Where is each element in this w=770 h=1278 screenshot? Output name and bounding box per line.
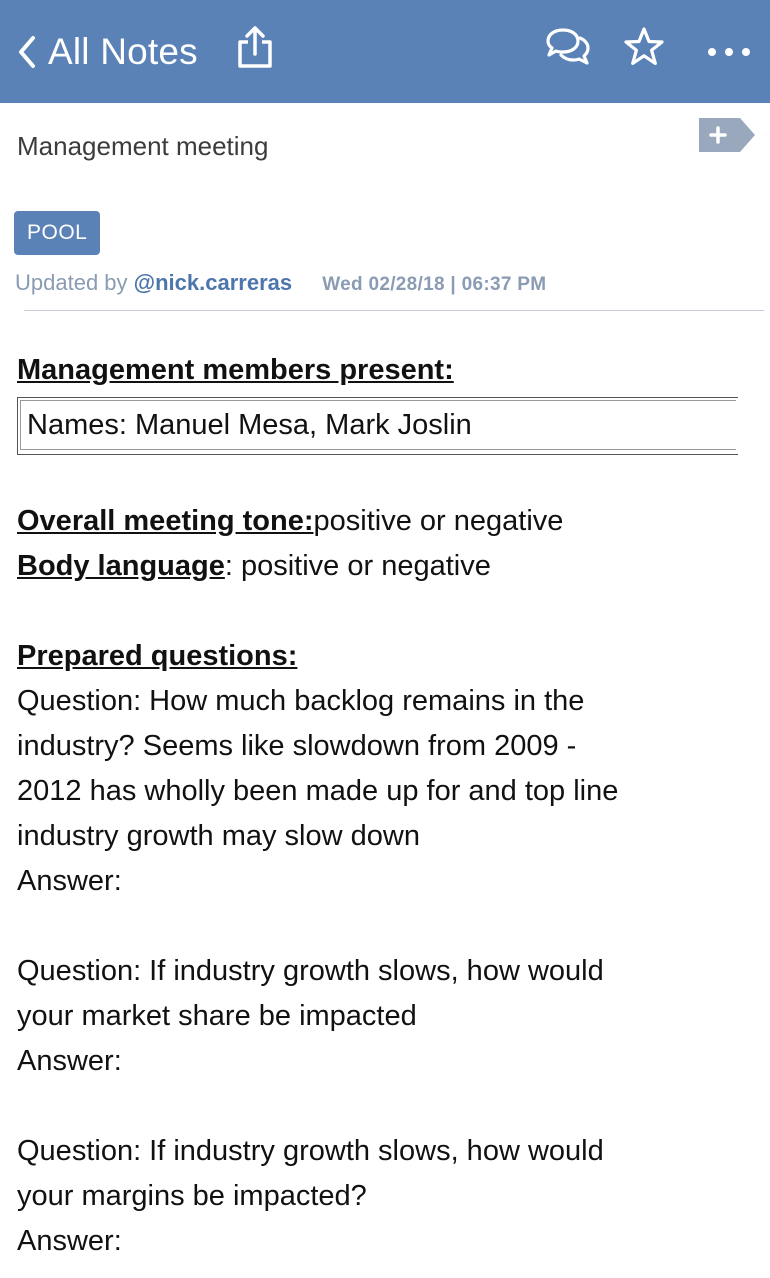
spacer (17, 904, 757, 949)
share-button[interactable] (234, 24, 276, 75)
more-options-button[interactable] (706, 34, 752, 68)
tone-value: positive or negative (313, 505, 564, 537)
back-to-all-notes-button[interactable] (16, 28, 198, 76)
question-line: Question: If industry growth slows, how would (17, 1135, 604, 1167)
question-line: industry growth may slow down (17, 820, 420, 852)
answer-label: Answer: (17, 1225, 122, 1257)
note-body[interactable] (17, 348, 757, 1264)
favorite-button[interactable] (623, 26, 665, 68)
question-line: your margins be impacted? (17, 1180, 367, 1212)
tone-heading: Overall meeting tone: (17, 505, 314, 537)
questions-heading: Prepared questions: (17, 640, 298, 672)
spacer (17, 1084, 757, 1129)
back-label: All Notes (48, 31, 198, 72)
tone-line (17, 499, 757, 544)
tag-badge[interactable]: POOL (14, 211, 100, 255)
question-line: your market share be impacted (17, 1000, 417, 1032)
body-language-value: : positive or negative (224, 550, 491, 582)
answer-label: Answer: (17, 865, 122, 897)
spacer (17, 589, 757, 634)
members-heading: Management members present: (17, 354, 454, 386)
spacer (17, 459, 757, 499)
header-divider (24, 310, 764, 311)
ellipsis-icon (706, 34, 752, 68)
update-info (15, 270, 546, 296)
question-line: 2012 has wholly been made up for and top line (17, 775, 619, 807)
add-tag-icon (696, 141, 758, 158)
answer-label: Answer: (17, 1045, 122, 1077)
names-cell[interactable]: Names: Manuel Mesa, Mark Joslin (20, 400, 736, 450)
names-table[interactable] (17, 397, 738, 455)
chevron-left-icon (16, 34, 38, 70)
updated-prefix: Updated by (15, 270, 128, 295)
question-line: Question: If industry growth slows, how would (17, 955, 604, 987)
body-language-line (17, 544, 757, 589)
body-language-heading: Body language (17, 550, 225, 582)
top-navigation-bar (0, 0, 770, 103)
chat-bubbles-icon (544, 26, 592, 68)
add-tag-button[interactable] (696, 116, 758, 159)
question-line: industry? Seems like slowdown from 2009 - (17, 730, 577, 762)
chat-button[interactable] (544, 26, 592, 68)
question-line: Question: How much backlog remains in the (17, 685, 585, 717)
updated-by-user-link[interactable]: @nick.carreras (133, 270, 293, 295)
share-icon (234, 57, 276, 74)
update-timestamp: Wed 02/28/18 | 06:37 PM (322, 274, 547, 295)
star-icon (623, 26, 665, 68)
note-title[interactable]: Management meeting (17, 131, 269, 161)
